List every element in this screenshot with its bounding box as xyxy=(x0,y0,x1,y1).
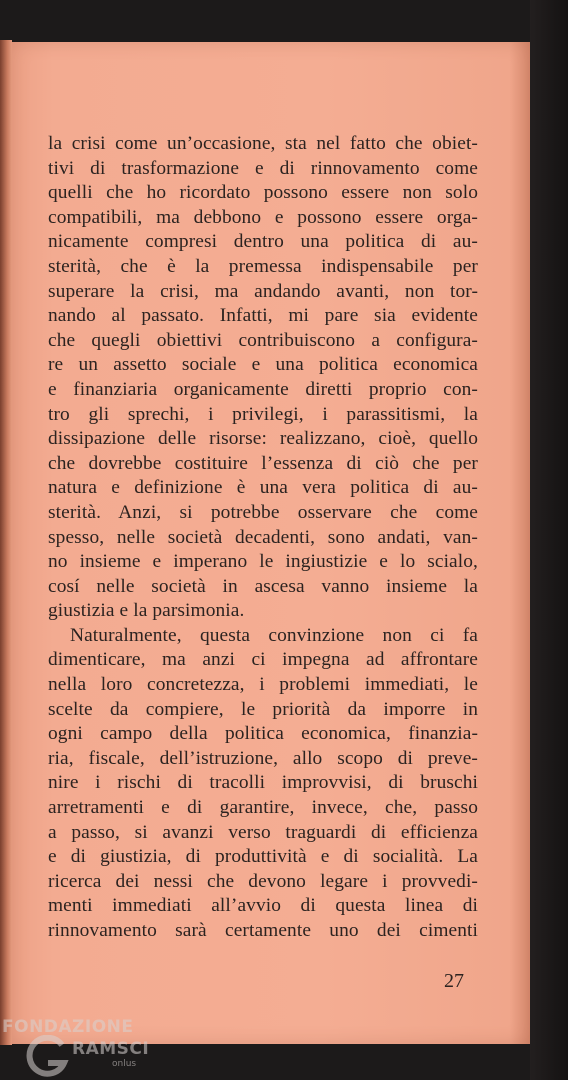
text-line: quelli che ho ricordato possono essere non solo xyxy=(48,182,478,204)
text-line: arretramenti e di garantire, invece, che, passo xyxy=(48,797,478,819)
text-line: la crisi come un’occasione, sta nel fatto che obiet- xyxy=(48,133,478,154)
text-line: spesso, nelle società decadenti, sono andati, van- xyxy=(48,526,478,548)
gramsci-g-logo-icon xyxy=(22,1035,70,1079)
text-line: tro gli sprechi, i privilegi, i parassitismi, la xyxy=(48,403,478,425)
text-line: superare la crisi, ma andando avanti, non tor- xyxy=(48,280,478,302)
text-line: re un assetto sociale e una politica economica xyxy=(48,354,478,376)
text-line: nella loro concretezza, i problemi immediati, le xyxy=(48,674,478,696)
text-line: dimenticare, ma anzi ci impegna ad affrontare xyxy=(48,649,478,671)
text-line: no insieme e imperano le ingiustizie e lo scialo, xyxy=(48,551,478,573)
archive-watermark xyxy=(0,1015,160,1077)
text-line: sterità. Anzi, si potrebbe osservare che come xyxy=(48,501,478,523)
text-line: ricerca dei nessi che devono legare i provvedi- xyxy=(48,870,478,892)
text-line: nando al passato. Infatti, mi pare sia evidente xyxy=(48,305,478,327)
text-line: che quegli obiettivi contribuiscono a configura- xyxy=(48,329,478,351)
text-line: cosí nelle società in ascesa vanno insieme la xyxy=(48,575,478,597)
text-line: nicamente compresi dentro una politica di au- xyxy=(48,231,478,253)
text-line: tivi di trasformazione e di rinnovamento come xyxy=(48,157,478,179)
text-line: compatibili, ma debbono e possono essere orga- xyxy=(48,206,478,228)
text-line: che dovrebbe costituire l’essenza di ciò che per xyxy=(48,452,478,474)
page-number: 27 xyxy=(444,970,464,992)
watermark-line-2: RAMSCI xyxy=(72,1039,150,1059)
text-line: menti immediati all’avvio di questa linea di xyxy=(48,895,478,917)
watermark-line-1: FONDAZIONE xyxy=(2,1017,134,1037)
booklet-spine-edge xyxy=(0,40,12,1045)
text-line: a passo, si avanzi verso traguardi di efficienza xyxy=(48,821,478,843)
text-line: e finanziaria organicamente diretti proprio con- xyxy=(48,378,478,400)
text-line: sterità, che è la premessa indispensabile per xyxy=(48,255,478,277)
text-line: natura e definizione è una vera politica di au- xyxy=(48,477,478,499)
body-text xyxy=(48,132,478,944)
text-line: Naturalmente, questa convinzione non ci fa xyxy=(70,624,478,646)
document-page xyxy=(12,42,530,1044)
text-line: dissipazione delle risorse: realizzano, cioè, quello xyxy=(48,428,478,450)
text-line: scelte da compiere, le priorità da imporre in xyxy=(48,698,478,720)
text-line: nire i rischi di tracolli improvvisi, di bruschi xyxy=(48,772,478,794)
scan-background-edge xyxy=(530,0,568,1080)
text-line: ria, fiscale, dell’istruzione, allo scopo di preve- xyxy=(48,747,478,769)
text-line: ogni campo della politica economica, finanzia- xyxy=(48,723,478,745)
text-line: e di giustizia, di produttività e di socialità. La xyxy=(48,846,478,868)
watermark-line-3: onlus xyxy=(112,1059,137,1069)
text-line: rinnovamento sarà certamente uno dei cimenti xyxy=(48,920,478,941)
text-line: giustizia e la parsimonia. xyxy=(48,600,245,622)
